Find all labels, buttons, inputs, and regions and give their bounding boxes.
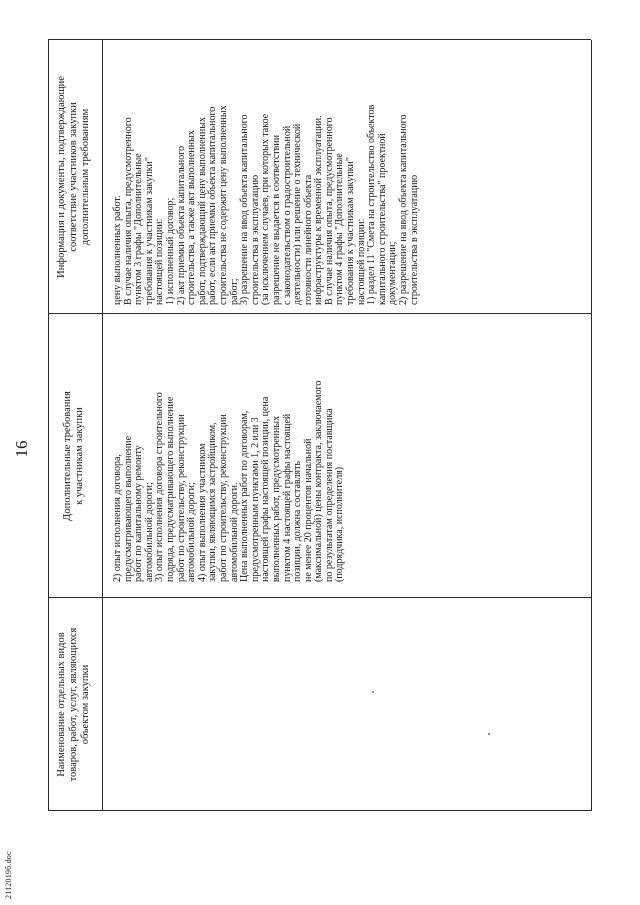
column-divider-1 xyxy=(48,597,591,598)
header-col-1: Наименование отдельных видов товаров, работ, услуг, являющихся объектом закупки xyxy=(56,627,91,782)
table-bottom-border xyxy=(591,40,592,811)
table-right-border xyxy=(48,39,591,40)
column-divider-2 xyxy=(48,313,591,314)
scan-speck xyxy=(488,733,490,735)
scan-speck xyxy=(372,691,374,693)
header-separator xyxy=(102,40,103,811)
table-left-border xyxy=(48,810,591,811)
page-number: 16 xyxy=(12,440,31,458)
col3-documents-text: цену выполненных работ. В случае наличия опыта, предусмотренного пунктом 3 графы "Дополнительные требования к участникам закупки" настоящей позиции: 1) исполненный договор; 2) акт приемки объекта капитального строительства, а также акт выполненных работ, подтверждающий цену выполненных работ, если акт приемки объекта капитального строительства не содержит цену выполненных работ; 3) разрешение на ввод объекта капитального строительства в эксплуатацию (за исключением случаев, при которых такое разрешение не выдается в соответствии с законодательством о градостроительной деятельности) или решение о технической готовности линейного объекта инфраструктуры к временной эксплуатации. В случае наличия опыта, предусмотренного пунктом 4 графы "Дополнительные требования к участникам закупки" настоящей позиции: 1) раздел 11 "Смета на строительство объектов капитального строительства" проектной документации; 2) разрешение на ввод объекта капитального строительства в эксплуатацию xyxy=(112,104,420,305)
header-col-2: Дополнительные требования к участникам закупки xyxy=(62,391,85,521)
footer-doc-code: 2112019б.doc xyxy=(4,851,13,899)
col2-requirements-text: 2) опыт исполнения договора, предусматривающего выполнение работ по капитальному ремонту автомобильной дороги; 3) опыт исполнения договора строительного подряда, предусматривающего выполнение работ по строительству, реконструкции автомобильной дороги; 4) опыт выполнения участником закупки, являющимся застройщиком, работ по строительству, реконструкции автомобильной дороги. Цена выполненных работ по договорам, предусмотренным пунктами 1, 2 или 3 настоящей графы настоящей позиции, цена выполненных работ, предусмотренных пунктом 4 настоящей графы настоящей позиции, должна составлять не менее 20 процентов начальной (максимальной) цены контракта, заключаемого по результатам определения поставщика (подрядчика, исполнителя) xyxy=(112,380,346,582)
header-col-3: Информация и документы, подтверждающие соответствие участников закупки дополнительным требованиям xyxy=(56,76,91,278)
table-top-border xyxy=(48,40,49,811)
